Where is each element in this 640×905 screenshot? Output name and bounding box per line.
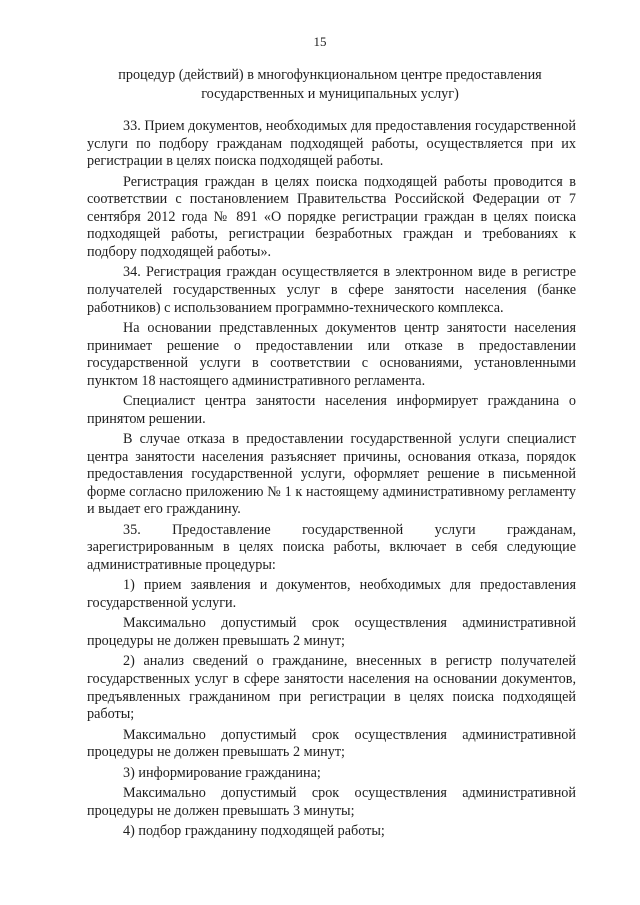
paragraph-34-registration: 34. Регистрация граждан осуществляется в электронном виде в регистре получателей государственных услуг в сфере занятости населения (банке работников) с использованием программно-технического комплекса. (87, 264, 576, 316)
paragraph-33-intro: 33. Прием документов, необходимых для предоставления государственной услуги по подбору гражданам подходящей работы, осуществляется при их регистрации в целях поиска подходящей работы. (87, 118, 576, 170)
document-body (87, 118, 576, 843)
list-item-2: 2) анализ сведений о гражданине, внесенных в регистр получателей государственных услуг в сфере занятости населения на основании документов, предъявленных гражданином при регистрации в целях поиска подходящей работы; (87, 653, 576, 723)
paragraph-inform: Специалист центра занятости населения информирует гражданина о принятом решении. (87, 393, 576, 427)
paragraph-deadline-2: Максимально допустимый срок осуществления административной процедуры не должен превышать 2 минут; (87, 726, 576, 761)
paragraph-decision: На основании представленных документов центр занятости населения принимает решение о предоставлении или отказе в предоставлении государственной услуги в соответствии с основаниями, установленными пунктом 18 настоящего административного регламента. (87, 319, 576, 389)
page-number: 15 (313, 34, 327, 49)
list-item-3: 3) информирование гражданина; (123, 764, 321, 781)
list-item-4: 4) подбор гражданину подходящей работы; (123, 822, 385, 839)
heading-line-1: процедур (действий) в многофункциональном центре предоставления (118, 67, 542, 83)
paragraph-deadline-3: Максимально допустимый срок осуществления административной процедуры не должен превышать 3 минуты; (87, 784, 576, 819)
paragraph-35-procedures: 35. Предоставление государственной услуги гражданам, зарегистрированным в целях поиска работы, включает в себя следующие административные процедуры: (87, 521, 576, 574)
section-heading (80, 66, 580, 104)
paragraph-refusal: В случае отказа в предоставлении государственной услуги специалист центра занятости населения разъясняет причины, основания отказа, порядок предоставления государственной услуги, оформляет решение в письменной форме согласно приложению № 1 к настоящему административному регламенту и выдает его гражданину. (87, 431, 576, 518)
paragraph-deadline-1: Максимально допустимый срок осуществления административной процедуры не должен превышать 2 минут; (87, 615, 576, 649)
heading-line-2: государственных и муниципальных услуг) (201, 86, 459, 102)
list-item-1: 1) прием заявления и документов, необходимых для предоставления государственной услуги. (87, 577, 576, 612)
paragraph-registration-basis: Регистрация граждан в целях поиска подходящей работы проводится в соответствии с постановлением Правительства Российской Федерации от 7 сентября 2012 года № 891 «О порядке регистрации граждан в целях поиска подходящей работы, регистрации безработных граждан и требованиях к подбору подходящей работы». (87, 173, 576, 260)
